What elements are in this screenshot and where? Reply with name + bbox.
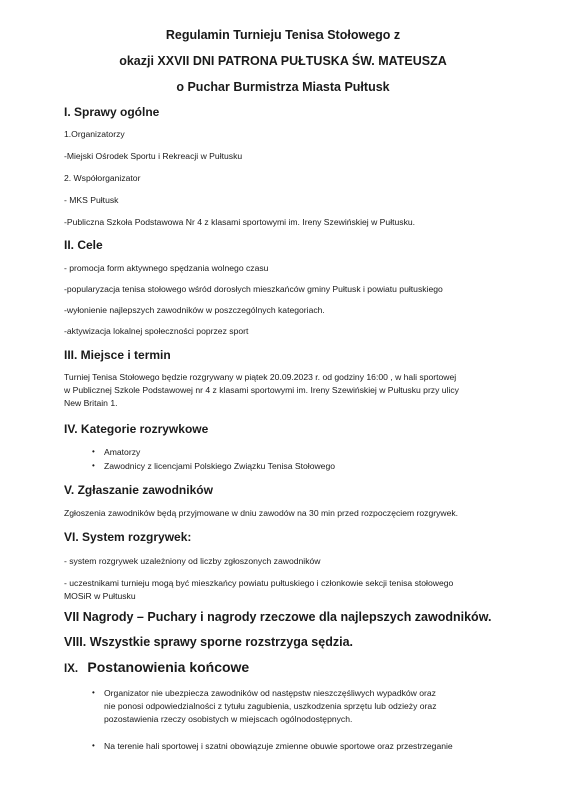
section-3-line: w Publicznej Szkole Podstawowej nr 4 z klasami sportowymi im. Ireny Szewińskiej w Pułtusku przy ulicy bbox=[64, 385, 459, 395]
section-2-line: -wyłonienie najlepszych zawodników w poszczególnych kategoriach. bbox=[64, 305, 325, 315]
section-3-line: New Britain 1. bbox=[64, 398, 118, 408]
section-3-line: Turniej Tenisa Stołowego będzie rozgrywany w piątek 20.09.2023 r. od godziny 16:00 , w hali sportowej bbox=[64, 372, 457, 382]
section-5-heading: V. Zgłaszanie zawodników bbox=[64, 483, 213, 497]
section-6-line: - uczestnikami turnieju mogą być mieszkańcy powiatu pułtuskiego i członkowie sekcji tenisa stołowego bbox=[64, 578, 454, 588]
section-1-line: 2. Współorganizator bbox=[64, 173, 141, 183]
section-1-line: - MKS Pułtusk bbox=[64, 195, 119, 205]
section-7-heading: VII Nagrody – Puchary i nagrody rzeczowe dla najlepszych zawodników. bbox=[64, 610, 492, 624]
section-9-heading bbox=[64, 659, 249, 675]
title-line-2: okazji XXVII DNI PATRONA PUŁTUSKA ŚW. MATEUSZA bbox=[119, 54, 447, 68]
section-2-heading: II. Cele bbox=[64, 238, 103, 252]
title-line-1: Regulamin Turnieju Tenisa Stołowego z bbox=[165, 28, 401, 42]
section-6-heading: VI. System rozgrywek: bbox=[64, 530, 192, 544]
category-item: Zawodnicy z licencjami Polskiego Związku Tenisa Stołowego bbox=[104, 461, 336, 471]
section-1-line: 1.Organizatorzy bbox=[64, 129, 125, 139]
final-provision-line: pozostawienia rzeczy osobistych w miejscach ogólnodostępnych. bbox=[104, 714, 353, 724]
final-provision-line: Organizator nie ubezpiecza zawodników od następstw nieszczęśliwych wypadków oraz bbox=[104, 688, 436, 698]
section-5-text: Zgłoszenia zawodników będą przyjmowane w dniu zawodów na 30 min przed rozpoczęciem rozgrywek. bbox=[64, 508, 459, 518]
section-1-line: -Miejski Ośrodek Sportu i Rekreacji w Pułtusku bbox=[64, 151, 243, 161]
section-3-heading: III. Miejsce i termin bbox=[64, 348, 171, 362]
section-6-line: - system rozgrywek uzależniony od liczby zgłoszonych zawodników bbox=[64, 556, 321, 566]
section-9-title: Postanowienia końcowe bbox=[87, 659, 250, 675]
section-1-line: -Publiczna Szkoła Podstawowa Nr 4 z klasami sportowymi im. Ireny Szewińskiej w Pułtusku. bbox=[64, 217, 416, 227]
title-line-3: o Puchar Burmistrza Miasta Pułtusk bbox=[176, 80, 390, 94]
bullet-icon: • bbox=[92, 461, 95, 470]
final-provision-line: Na terenie hali sportowej i szatni obowiązuje zmienne obuwie sportowe oraz przestrzeganie bbox=[104, 741, 453, 751]
section-4-heading: IV. Kategorie rozrywkowe bbox=[64, 422, 209, 436]
section-2-line: -popularyzacja tenisa stołowego wśród dorosłych mieszkańców gminy Pułtusk i powiatu pułtuskiego bbox=[64, 284, 443, 294]
bullet-icon: • bbox=[92, 447, 95, 456]
bullet-icon: • bbox=[92, 741, 95, 750]
section-6-line: MOSiR w Pułtusku bbox=[64, 591, 136, 601]
final-provision-line: nie ponosi odpowiedzialności z tytułu zagubienia, uszkodzenia sprzętu lub odzieży oraz bbox=[104, 701, 437, 711]
section-8-heading: VIII. Wszystkie sprawy sporne rozstrzyga sędzia. bbox=[64, 635, 353, 649]
section-1-heading: I. Sprawy ogólne bbox=[64, 105, 160, 119]
category-item: Amatorzy bbox=[104, 447, 141, 457]
section-2-line: -aktywizacja lokalnej społeczności poprzez sport bbox=[64, 326, 249, 336]
section-2-line: - promocja form aktywnego spędzania wolnego czasu bbox=[64, 263, 269, 273]
section-9-prefix: IX. bbox=[64, 663, 79, 675]
bullet-icon: • bbox=[92, 688, 95, 697]
